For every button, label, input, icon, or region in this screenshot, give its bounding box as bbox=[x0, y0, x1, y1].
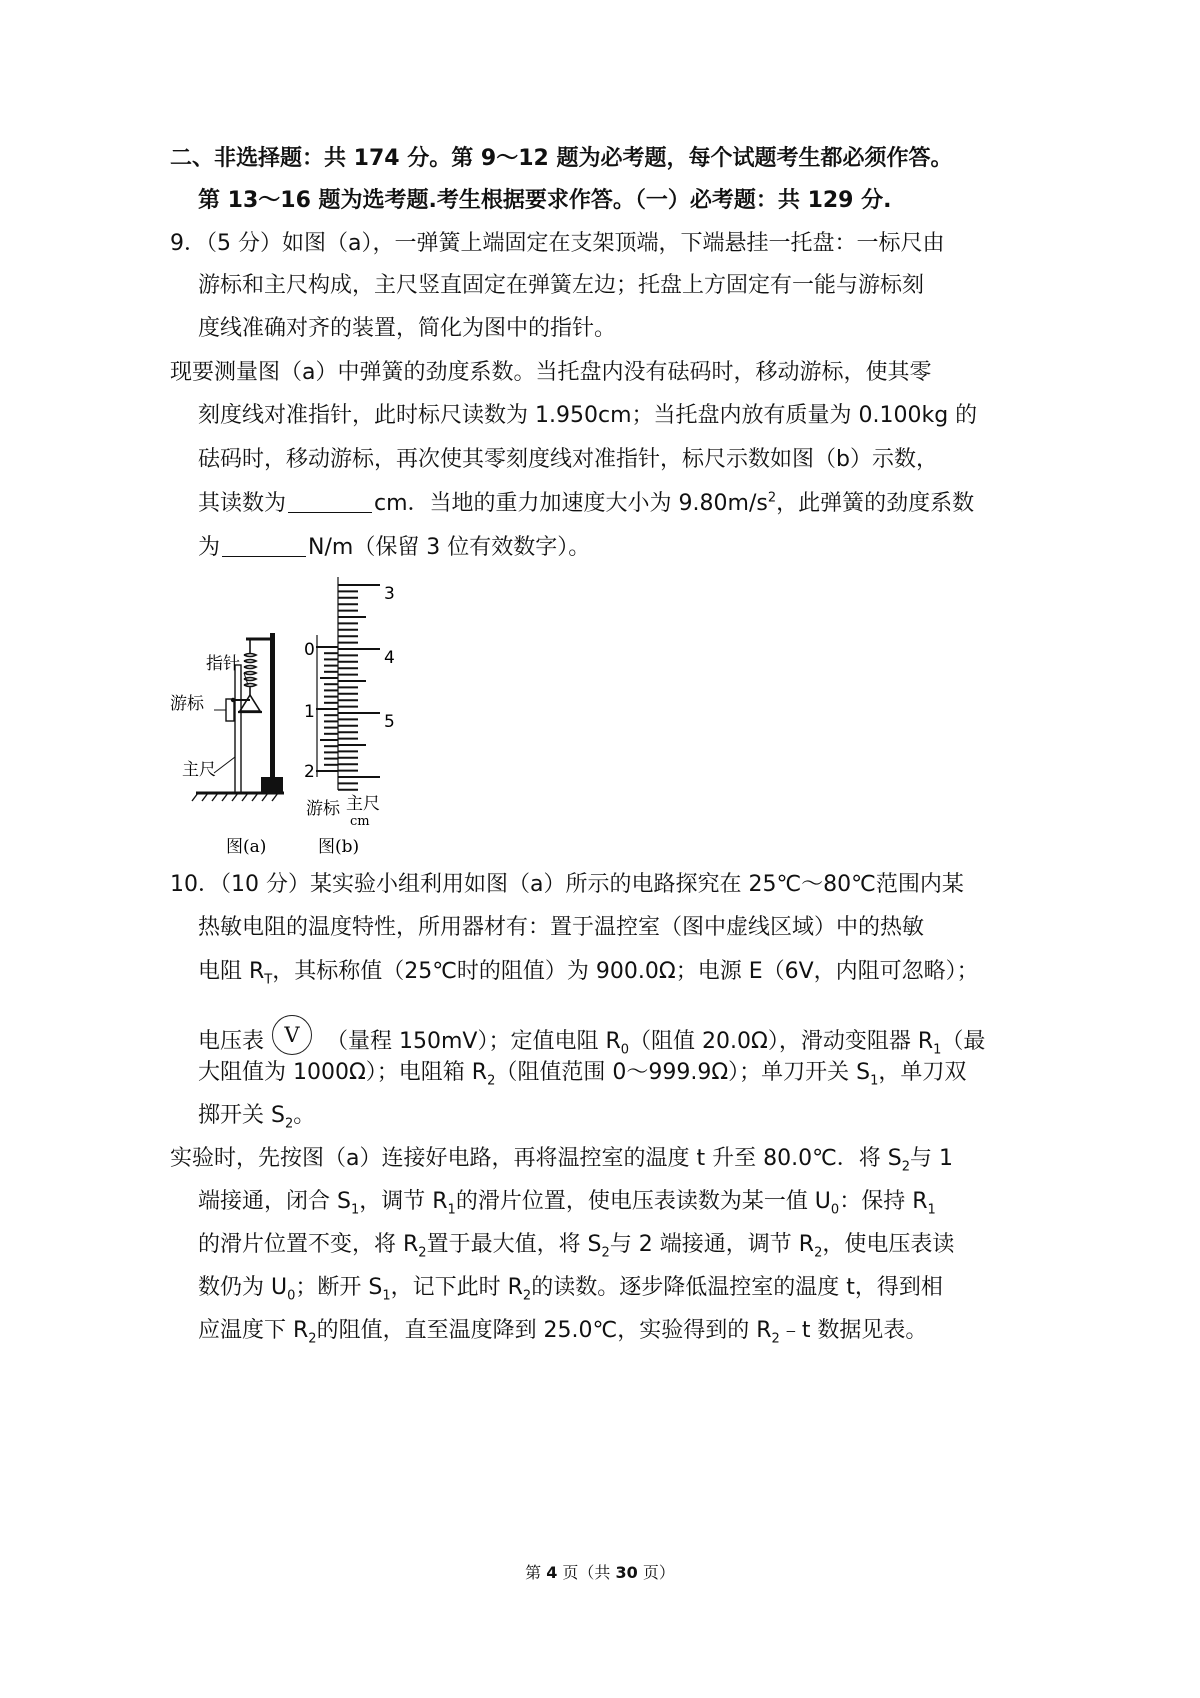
tray bbox=[240, 695, 260, 711]
q10-p2-line4: 数仍为 $U_0$；断开 $S_1$，记下此时 $R_2$的读数。逐步降低温控室的温度 t，得到相 bbox=[198, 1275, 943, 1304]
main-tick-4: 4 bbox=[384, 648, 395, 668]
figure-a bbox=[170, 633, 284, 857]
total-pages: 30 bbox=[615, 1563, 638, 1582]
caption-b: 图(b) bbox=[318, 837, 360, 857]
q9-line3: 度线准确对齐的装置，简化为图中的指针。 bbox=[198, 316, 617, 341]
q10-p2-line1: 实验时，先按图（a）连接好电路，再将温控室的温度 t 升至 80.0℃．将 $S_2$与 1 bbox=[170, 1146, 954, 1175]
q10-p2-line5: 应温度下 $R_2$的阻值，直至温度降到 25.0℃，实验得到的 $R_2﹣t$ 数据见表。 bbox=[198, 1318, 928, 1347]
answer-blank-reading[interactable] bbox=[288, 490, 372, 513]
q10-p2-line2: 端接通，闭合 $S_1$，调节 $R_1$的滑片位置，使电压表读数为某一值 $U_0$：保持 $R_1$ bbox=[198, 1189, 936, 1218]
spring bbox=[244, 639, 256, 695]
main-scale bbox=[235, 665, 241, 793]
label-unit-cm: cm bbox=[350, 814, 370, 829]
figure-b bbox=[304, 577, 395, 857]
main-tick-3: 3 bbox=[384, 584, 395, 604]
label-main-a: 主尺 bbox=[182, 760, 216, 780]
current-page-number: 4 bbox=[546, 1563, 558, 1582]
q10-line5: 大阻值为 1000Ω）；电阻箱 $R_2$（阻值范围 0～999.9Ω）；单刀开关 $S_1$，单刀双 bbox=[198, 1060, 967, 1089]
q10-line2: 热敏电阻的温度特性，所用器材有：置于温控室（图中虚线区域）中的热敏 bbox=[198, 915, 925, 940]
stand-base bbox=[261, 777, 283, 793]
label-pointer: 指针 bbox=[206, 654, 240, 674]
q9-line2: 游标和主尺构成，主尺竖直固定在弹簧左边；托盘上方固定有一能与游标刻 bbox=[198, 273, 925, 298]
main-tick-5: 5 bbox=[384, 712, 395, 732]
label-vernier-b: 游标 bbox=[306, 799, 340, 819]
q9-line4: 现要测量图（a）中弹簧的劲度系数。当托盘内没有砝码时，移动游标，使其零 bbox=[170, 360, 932, 385]
q9-line8: 为 N/m（保留 3 位有效数字）。 bbox=[198, 535, 591, 560]
vernier-tick-2: 2 bbox=[304, 762, 315, 782]
q10-p2-line3: 的滑片位置不变，将 $R_2$置于最大值，将 $S_2$与 2 端接通，调节 $R_2$，使电压表读 bbox=[198, 1232, 955, 1261]
label-main-b: 主尺 bbox=[346, 794, 380, 814]
main-scale-ticks bbox=[338, 585, 380, 790]
q10-line1: 10．（10 分）某实验小组利用如图（a）所示的电路探究在 25℃～80℃范围内某 bbox=[170, 872, 964, 897]
vernier-tick-1: 1 bbox=[304, 702, 315, 722]
vernier bbox=[226, 699, 234, 721]
answer-blank-stiffness[interactable] bbox=[222, 534, 306, 557]
section-heading-line1: 二、非选择题：共 174 分。第 9～12 题为必考题，每个试题考生都必须作答。 bbox=[170, 146, 953, 171]
label-vernier-a: 游标 bbox=[170, 694, 204, 714]
q9-line6: 砝码时，移动游标，再次使其零刻度线对准指针，标尺示数如图（b）示数， bbox=[198, 447, 938, 472]
q9-line1: 9．（5 分）如图（a），一弹簧上端固定在支架顶端，下端悬挂一托盘：一标尺由 bbox=[170, 231, 945, 256]
section-heading-line2: 第 13～16 题为选考题.考生根据要求作答。（一）必考题：共 129 分. bbox=[198, 188, 892, 213]
q10-line6: 掷开关 $S_2$。 bbox=[198, 1103, 316, 1132]
vernier-tick-0: 0 bbox=[304, 640, 315, 660]
q9-line5: 刻度线对准指针，此时标尺读数为 1.950cm；当托盘内放有质量为 0.100kg 的 bbox=[198, 403, 978, 428]
q10-line4: 电压表 V （量程 150mV）；定值电阻 $R_0$（阻值 20.0Ω），滑动变阻器 $R_1$（最 bbox=[198, 1015, 985, 1057]
stand-pole bbox=[270, 633, 275, 793]
voltmeter-icon: V bbox=[272, 1015, 312, 1055]
page-footer: 第 4 页（共 30 页） bbox=[525, 1563, 675, 1582]
vernier-scale-ticks bbox=[316, 647, 338, 771]
q10-line3: 电阻 $R_T$，其标称值（25℃时的阻值）为 900.0Ω；电源 E（6V，内阻可忽略）； bbox=[198, 959, 979, 988]
q9-line7: 其读数为 cm．当地的重力加速度大小为 $9.80m/s^2$，此弹簧的劲度系数 bbox=[198, 490, 975, 516]
caption-a: 图(a) bbox=[226, 837, 267, 857]
